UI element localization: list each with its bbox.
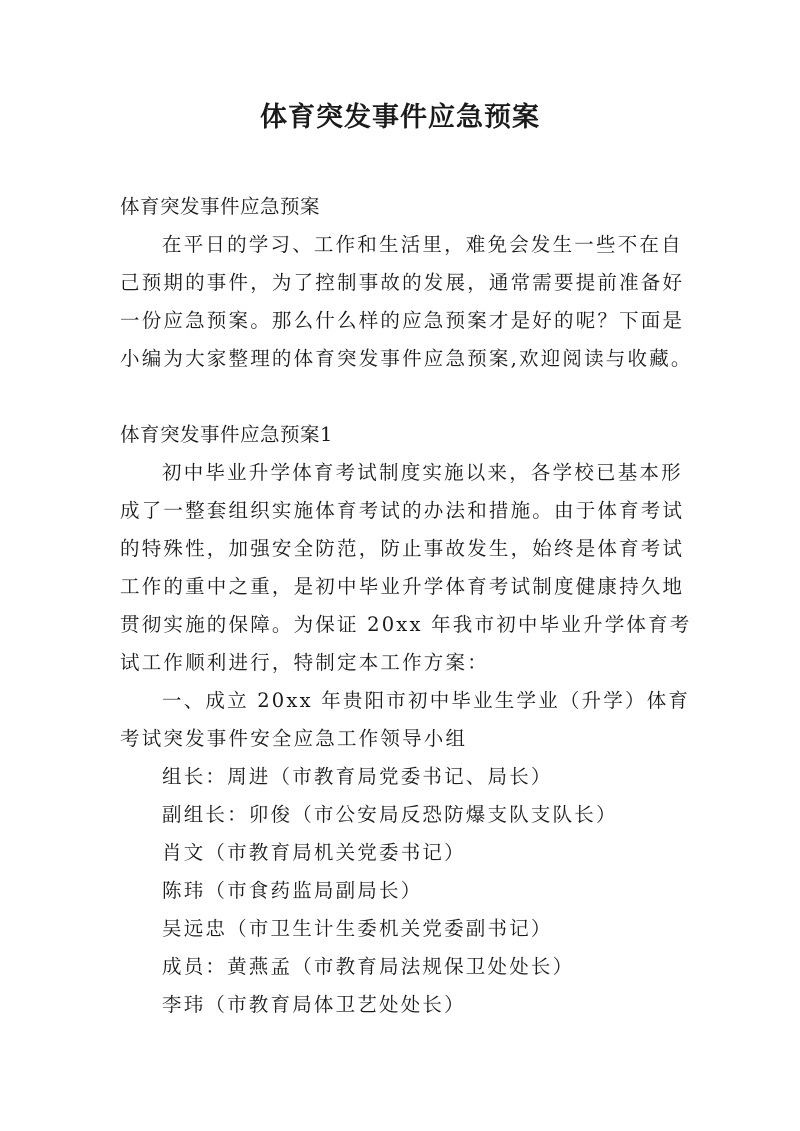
intro-heading: 体育突发事件应急预案 — [120, 195, 321, 218]
document-body — [120, 188, 693, 1024]
section1-line: 试工作顺利进行，特制定本工作方案： — [120, 651, 489, 674]
section1-line: 贯彻实施的保障。为保证 20xx 年我市初中毕业升学体育考 — [120, 613, 692, 636]
section1-heading: 体育突发事件应急预案1 — [120, 423, 333, 446]
member-line: 成员：黄燕孟（市教育局法规保卫处处长） — [162, 955, 575, 978]
document-title: 体育突发事件应急预案 — [260, 102, 540, 133]
item1-line: 考试突发事件安全应急工作领导小组 — [120, 727, 468, 750]
member-line: 陈玮（市食药监局副局长） — [162, 879, 423, 902]
section1-line: 初中毕业升学体育考试制度实施以来，各学校已基本形 — [162, 461, 683, 484]
member-line: 李玮（市教育局体卫艺处处长） — [162, 993, 466, 1016]
member-line: 副组长：卯俊（市公安局反恐防爆支队支队长） — [162, 803, 618, 826]
intro-line: 己预期的事件，为了控制事故的发展，通常需要提前准备好 — [120, 271, 685, 294]
item1-line: 一、成立 20xx 年贵阳市初中毕业生学业（升学）体育 — [162, 689, 691, 712]
member-line: 组长：周进（市教育局党委书记、局长） — [162, 765, 553, 788]
member-line: 肖文（市教育局机关党委书记） — [162, 841, 466, 864]
section1-line: 的特殊性，加强安全防范，防止事故发生，始终是体育考试 — [120, 537, 685, 560]
section1-line: 成了一整套组织实施体育考试的办法和措施。由于体育考试 — [120, 499, 685, 522]
paragraph-gap — [120, 378, 682, 416]
intro-line: 在平日的学习、工作和生活里，难免会发生一些不在自 — [162, 233, 683, 256]
section1-line: 工作的重中之重，是初中毕业升学体育考试制度健康持久地 — [120, 575, 685, 598]
intro-line: 小编为大家整理的体育突发事件应急预案,欢迎阅读与收藏。 — [120, 347, 693, 370]
member-line: 吴远忠（市卫生计生委机关党委副书记） — [162, 917, 553, 940]
intro-line: 一份应急预案。那么什么样的应急预案才是好的呢？下面是 — [120, 309, 685, 332]
